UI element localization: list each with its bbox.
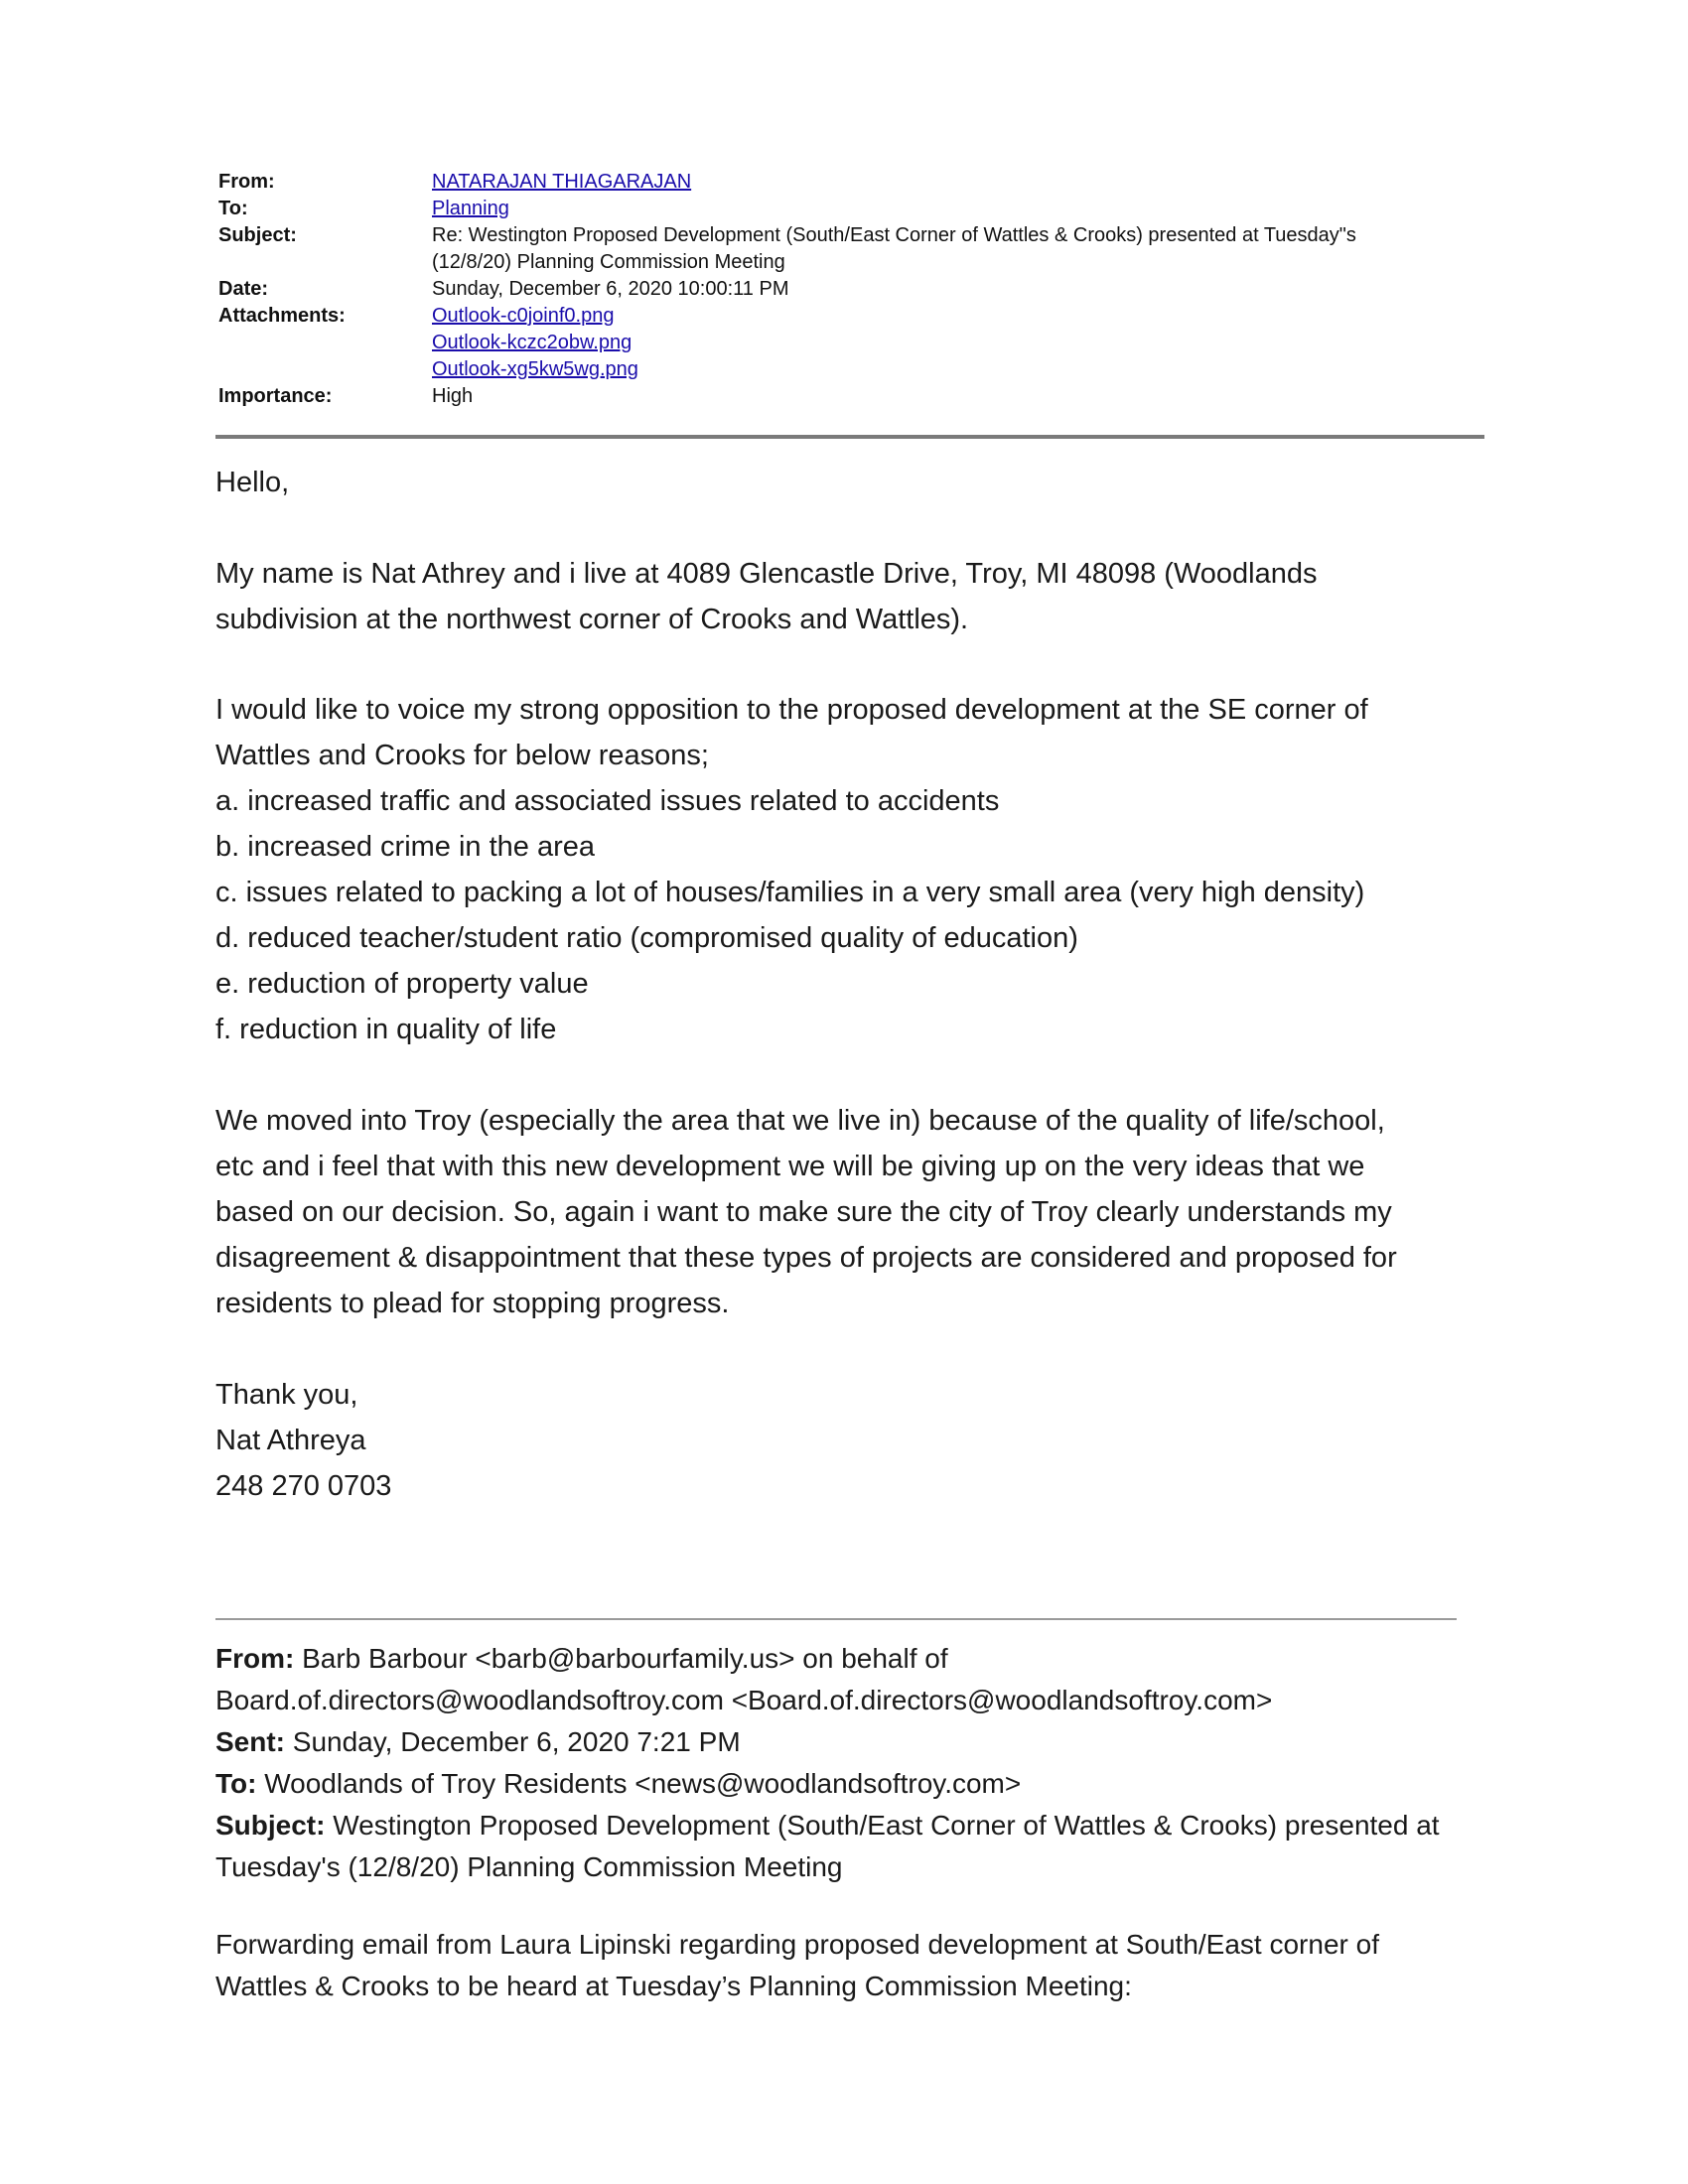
forwarded-subject-line bbox=[215, 1805, 1486, 1846]
intro-line-2: subdivision at the northwest corner of Crooks and Wattles). bbox=[215, 604, 969, 635]
from-link[interactable]: NATARAJAN THIAGARAJAN bbox=[432, 171, 692, 193]
forwarded-subject-value: Westington Proposed Development (South/East Corner of Wattles & Crooks) presented at bbox=[325, 1810, 1440, 1841]
header-to-row bbox=[218, 196, 1479, 222]
forwarded-to-line bbox=[215, 1763, 1486, 1805]
importance-label: Importance: bbox=[218, 385, 333, 407]
forwarded-from-line-2: Board.of.directors@woodlandsoftroy.com <Board.of.directors@woodlandsoftroy.com> bbox=[215, 1685, 1273, 1715]
email-header bbox=[218, 169, 1479, 410]
subject-label: Subject: bbox=[218, 224, 297, 246]
forwarded-to-label: To: bbox=[215, 1768, 257, 1799]
to-label: To: bbox=[218, 198, 248, 219]
subject-line-2: (12/8/20) Planning Commission Meeting bbox=[432, 251, 785, 273]
reason-item: e. reduction of property value bbox=[215, 968, 589, 1000]
forward-divider bbox=[215, 1618, 1457, 1620]
forwarded-message-line-2: Wattles & Crooks to be heard at Tuesday’s Planning Commission Meeting: bbox=[215, 1971, 1132, 2001]
closing-line: based on our decision. So, again i want to make sure the city of Troy clearly understands my bbox=[215, 1196, 1392, 1228]
opposition-paragraph bbox=[215, 687, 1506, 1052]
forwarded-from-label: From: bbox=[215, 1643, 295, 1674]
to-link[interactable]: Planning bbox=[432, 198, 509, 219]
closing-line: disagreement & disappointment that these types of projects are considered and proposed for bbox=[215, 1242, 1397, 1274]
attachments-label: Attachments: bbox=[218, 305, 346, 327]
thanks-text: Thank you, bbox=[215, 1379, 358, 1411]
forwarded-sent-label: Sent: bbox=[215, 1726, 285, 1757]
reason-item: a. increased traffic and associated issues related to accidents bbox=[215, 785, 1000, 817]
intro-paragraph bbox=[215, 551, 1506, 642]
header-subject-row bbox=[218, 222, 1479, 276]
forwarded-sent-value: Sunday, December 6, 2020 7:21 PM bbox=[285, 1726, 741, 1757]
forwarded-subject-label: Subject: bbox=[215, 1810, 326, 1841]
closing-paragraph bbox=[215, 1098, 1506, 1326]
forwarded-message bbox=[215, 1924, 1486, 2007]
date-label: Date: bbox=[218, 278, 269, 300]
attachments-list bbox=[432, 303, 1479, 383]
header-divider bbox=[215, 435, 1484, 439]
reason-item: f. reduction in quality of life bbox=[215, 1014, 557, 1045]
greeting bbox=[215, 460, 1506, 505]
reason-item: c. issues related to packing a lot of houses/families in a very small area (very high density) bbox=[215, 877, 1365, 908]
forwarded-message-line-1: Forwarding email from Laura Lipinski regarding proposed development at South/East corner of bbox=[215, 1929, 1379, 1960]
header-date-row bbox=[218, 276, 1479, 303]
subject-line-1: Re: Westington Proposed Development (South/East Corner of Wattles & Crooks) presented at Tuesday"s bbox=[432, 224, 1356, 246]
forwarded-subject-line-2: Tuesday's (12/8/20) Planning Commission Meeting bbox=[215, 1851, 843, 1882]
forwarded-to-value: Woodlands of Troy Residents <news@woodlandsoftroy.com> bbox=[256, 1768, 1022, 1799]
header-from-row bbox=[218, 169, 1479, 196]
signature-phone: 248 270 0703 bbox=[215, 1470, 392, 1502]
forwarded-sent-line bbox=[215, 1721, 1486, 1763]
attachment-link[interactable]: Outlook-kczc2obw.png bbox=[432, 332, 633, 353]
importance-value: High bbox=[432, 385, 474, 407]
opposition-line-1: I would like to voice my strong opposition to the proposed development at the SE corner of bbox=[215, 694, 1368, 726]
attachment-link[interactable]: Outlook-c0joinf0.png bbox=[432, 305, 615, 327]
forwarded-from-value: Barb Barbour <barb@barbourfamily.us> on behalf of bbox=[294, 1643, 948, 1674]
header-importance-row bbox=[218, 383, 1479, 410]
reason-item: d. reduced teacher/student ratio (compromised quality of education) bbox=[215, 922, 1078, 954]
reason-item: b. increased crime in the area bbox=[215, 831, 596, 863]
closing-line: etc and i feel that with this new development we will be giving up on the very ideas that we bbox=[215, 1151, 1365, 1182]
signature-block bbox=[215, 1372, 1506, 1509]
opposition-line-2: Wattles and Crooks for below reasons; bbox=[215, 740, 709, 771]
closing-line: We moved into Troy (especially the area that we live in) because of the quality of life/school, bbox=[215, 1105, 1385, 1137]
intro-line-1: My name is Nat Athrey and i live at 4089 Glencastle Drive, Troy, MI 48098 (Woodlands bbox=[215, 558, 1318, 590]
forwarded-header bbox=[215, 1638, 1486, 1888]
subject-value bbox=[432, 222, 1479, 276]
from-label: From: bbox=[218, 171, 275, 193]
date-value: Sunday, December 6, 2020 10:00:11 PM bbox=[432, 278, 789, 300]
header-attachments-row bbox=[218, 303, 1479, 383]
forwarded-from-line bbox=[215, 1638, 1486, 1680]
greeting-text: Hello, bbox=[215, 467, 290, 498]
closing-line: residents to plead for stopping progress. bbox=[215, 1288, 730, 1319]
signature-name: Nat Athreya bbox=[215, 1425, 366, 1456]
attachment-link[interactable]: Outlook-xg5kw5wg.png bbox=[432, 358, 638, 380]
